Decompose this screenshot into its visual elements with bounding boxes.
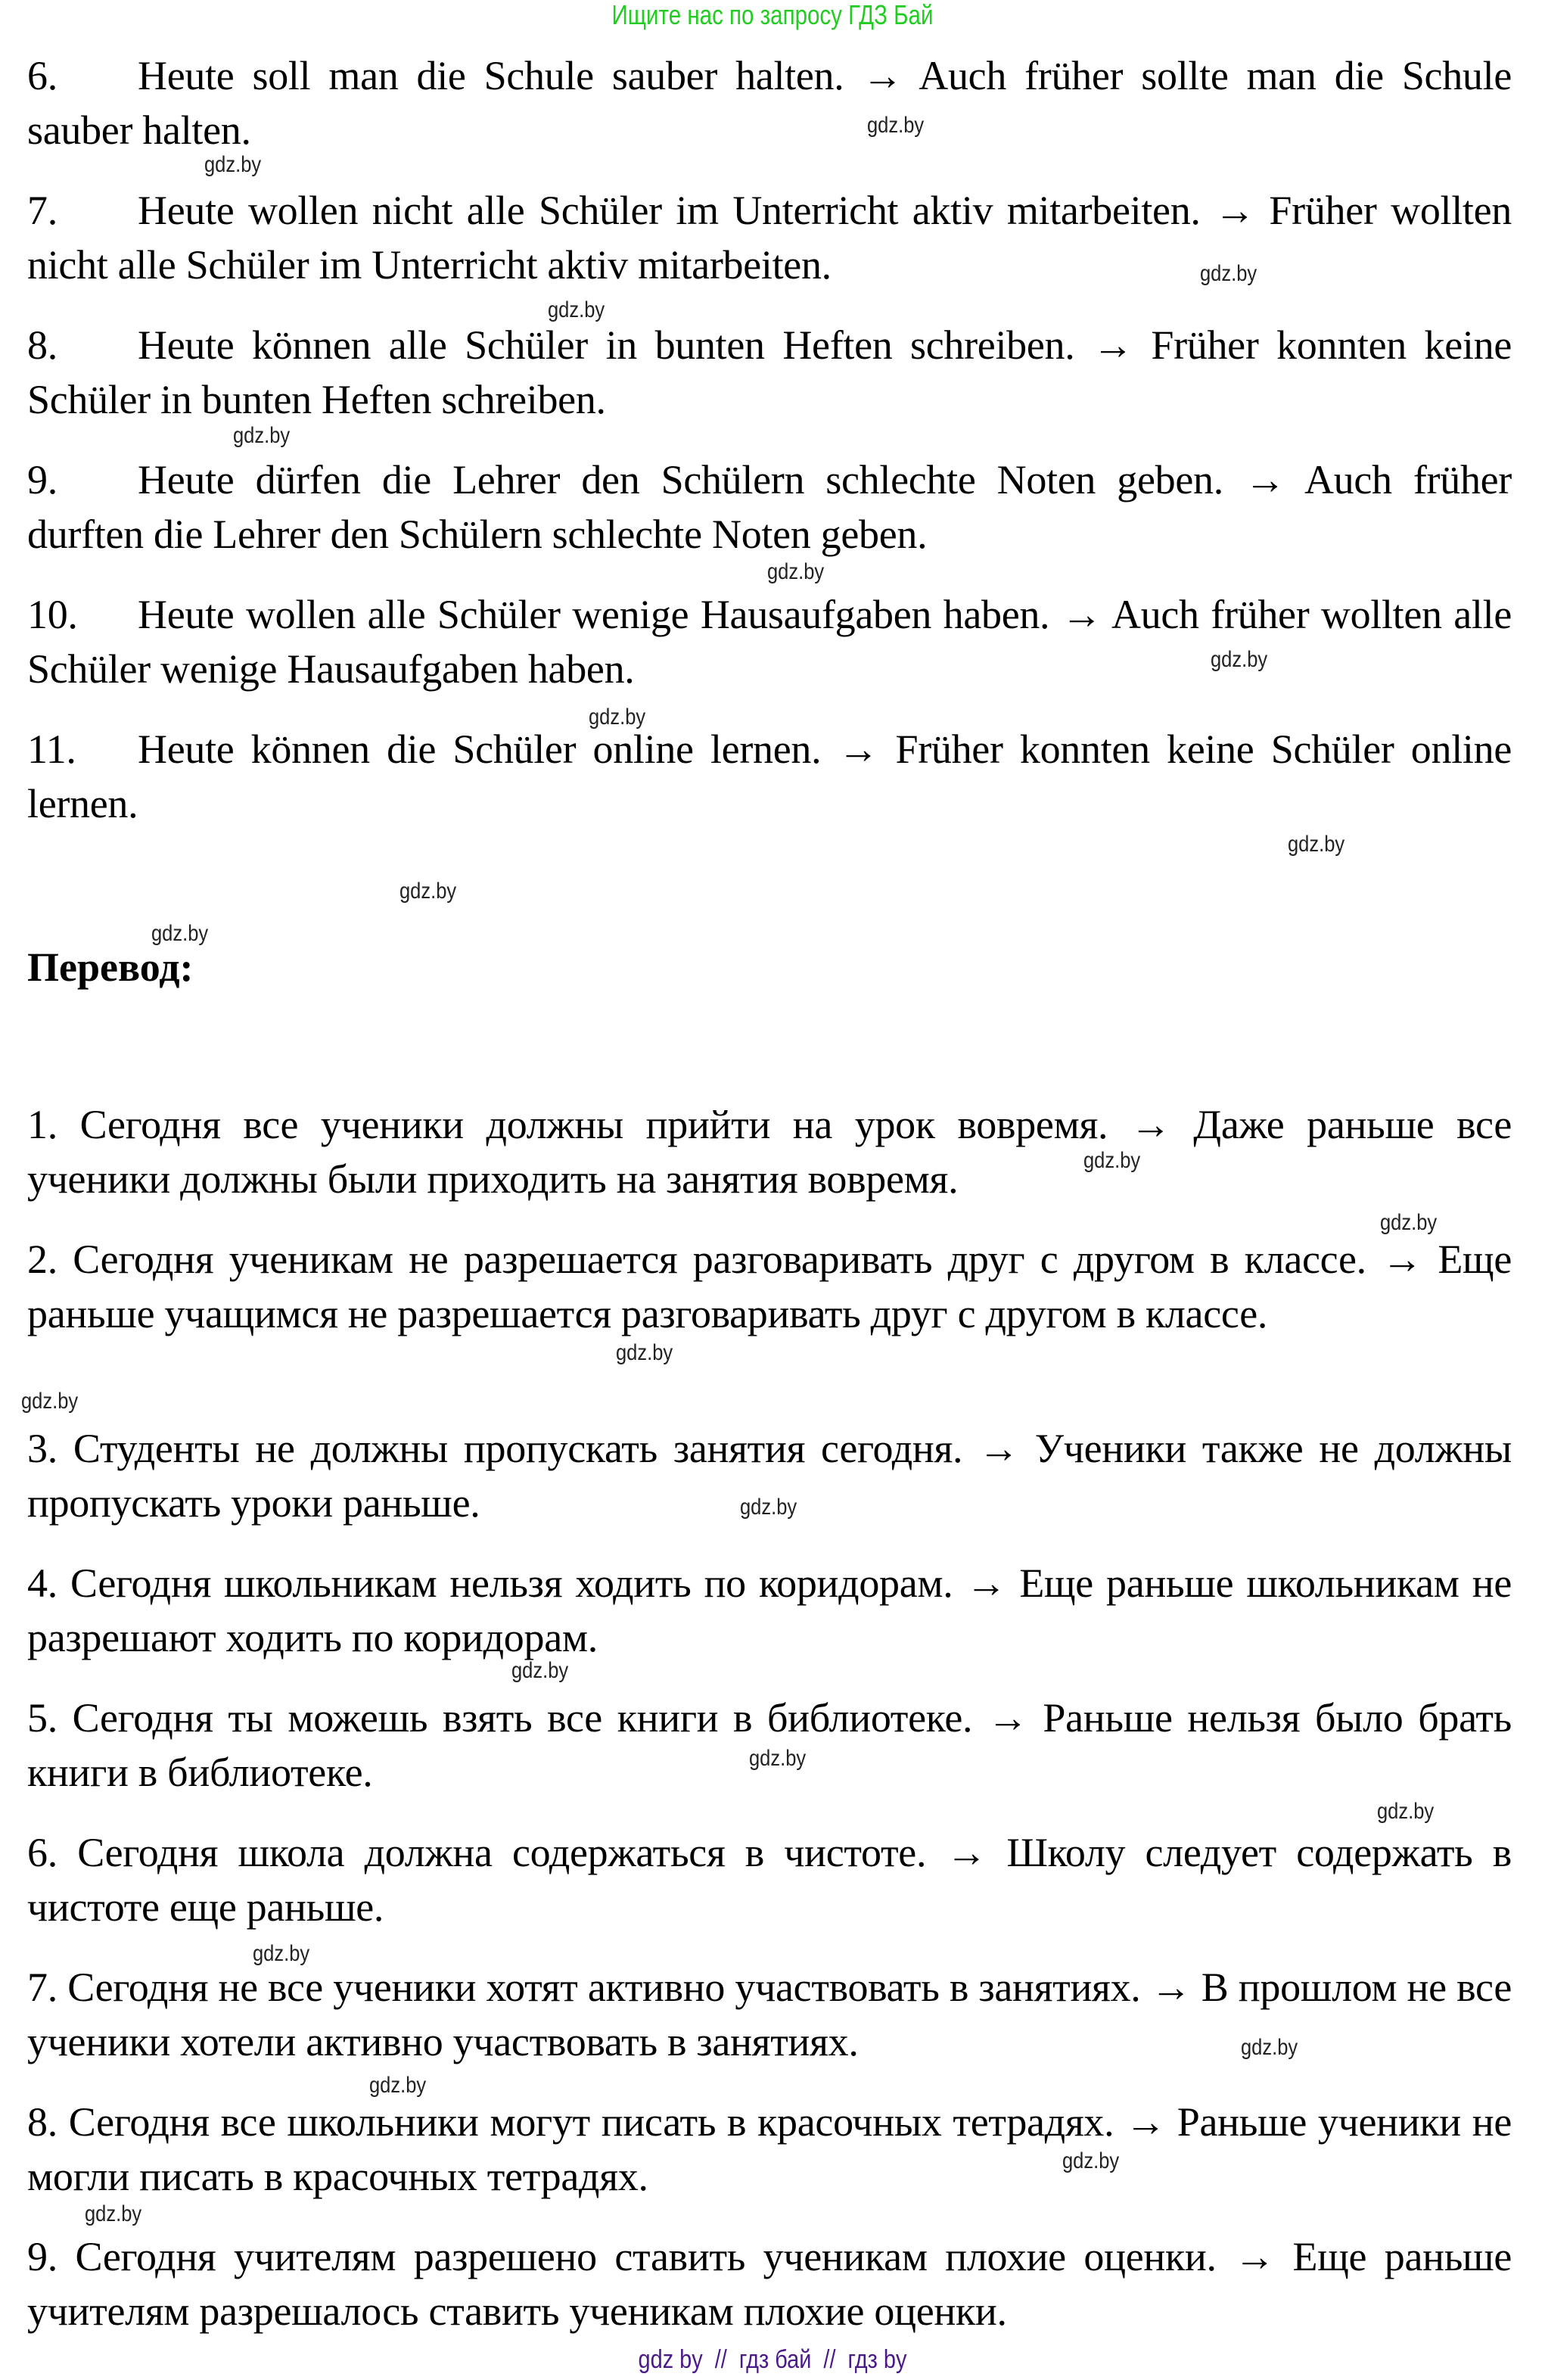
watermark: gdz.by <box>548 297 605 322</box>
item-text: Heute können die Schüler online lernen. → Früher konnten keine Schüler online lernen. <box>27 726 1512 826</box>
russian-item-2: 2. Сегодня ученикам не разрешается разговаривать друг с другом в классе. → Еще раньше учащимся не разрешается разговаривать друг с другом в классе. <box>27 1237 1512 1336</box>
watermark: gdz.by <box>1062 2148 1120 2173</box>
item-number: 10. <box>27 592 78 637</box>
watermark: gdz.by <box>21 1389 79 1414</box>
watermark: gdz.by <box>767 559 825 584</box>
watermark: gdz.by <box>1211 647 1268 672</box>
russian-item-8: 8. Сегодня все школьники могут писать в красочных тетрадях. → Раньше ученики не могли писать в красочных тетрадях. <box>27 2099 1512 2199</box>
russian-item-6: 6. Сегодня школа должна содержаться в чистоте. → Школу следует содержать в чистоте еще раньше. <box>27 1830 1512 1930</box>
watermark: gdz.by <box>1241 2035 1298 2060</box>
item-text: Heute wollen nicht alle Schüler im Unterricht aktiv mitarbeiten. → Früher wollten nicht alle Schüler im Unterricht aktiv mitarbeiten. <box>27 188 1512 288</box>
watermark: gdz.by <box>233 423 291 448</box>
item-text: Heute dürfen die Lehrer den Schülern schlechte Noten geben. → Auch früher durften die Lehrer den Schülern schlechte Noten geben. <box>27 457 1512 557</box>
watermark: gdz.by <box>616 1340 673 1365</box>
watermark: gdz.by <box>1083 1148 1141 1173</box>
watermark: gdz.by <box>1380 1210 1438 1235</box>
russian-item-5: 5. Сегодня ты можешь взять все книги в библиотеке. → Раньше нельзя было брать книги в библиотеке. <box>27 1695 1512 1795</box>
watermark: gdz.by <box>511 1658 569 1683</box>
german-item-9 <box>27 453 1512 562</box>
german-item-11 <box>27 722 1512 831</box>
german-item-10 <box>27 587 1512 696</box>
watermark: gdz.by <box>399 879 457 904</box>
german-item-7 <box>27 183 1512 292</box>
watermark: gdz.by <box>369 2073 427 2098</box>
watermark: gdz.by <box>749 1746 807 1771</box>
watermark: gdz.by <box>1288 832 1345 857</box>
watermark: gdz.by <box>151 921 209 946</box>
item-number: 9. <box>27 457 58 502</box>
item-number: 6. <box>27 53 58 98</box>
item-text: Heute wollen alle Schüler wenige Hausaufgaben haben. → Auch früher wollten alle Schüler wenige Hausaufgaben haben. <box>27 592 1512 692</box>
watermark: gdz.by <box>253 1941 310 1966</box>
russian-item-4: 4. Сегодня школьникам нельзя ходить по коридорам. → Еще раньше школьникам не разрешают ходить по коридорам. <box>27 1560 1512 1660</box>
item-text: Heute können alle Schüler in bunten Heften schreiben. → Früher konnten keine Schüler in bunten Heften schreiben. <box>27 322 1512 422</box>
russian-item-3: 3. Студенты не должны пропускать занятия сегодня. → Ученики также не должны пропускать уроки раньше. <box>27 1426 1512 1526</box>
german-item-8 <box>27 318 1512 427</box>
russian-item-1: 1. Сегодня все ученики должны прийти на урок вовремя. → Даже раньше все ученики должны были приходить на занятия вовремя. <box>27 1102 1512 1202</box>
item-number: 7. <box>27 188 58 233</box>
watermark: gdz.by <box>1200 261 1257 286</box>
german-item-6 <box>27 48 1512 157</box>
site-footer: gdz by // гдз бай // гдз by <box>638 2345 907 2374</box>
item-number: 8. <box>27 322 58 368</box>
watermark: gdz.by <box>85 2201 142 2226</box>
watermark: gdz.by <box>204 152 262 177</box>
item-number: 11. <box>27 726 76 772</box>
translation-heading: Перевод: <box>27 944 194 990</box>
item-text: Heute soll man die Schule sauber halten. → Auch früher sollte man die Schule sauber halten. <box>27 53 1512 153</box>
russian-item-7: 7. Сегодня не все ученики хотят активно участвовать в занятиях. → В прошлом не все ученики хотели активно участвовать в занятиях. <box>27 1965 1512 2064</box>
watermark: gdz.by <box>1377 1799 1435 1824</box>
watermark: gdz.by <box>740 1495 797 1520</box>
watermark: gdz.by <box>867 113 925 138</box>
watermark: gdz.by <box>589 705 646 730</box>
russian-item-9: 9. Сегодня учителям разрешено ставить ученикам плохие оценки. → Еще раньше учителям разрешалось ставить ученикам плохие оценки. <box>27 2234 1512 2334</box>
search-hint-banner: Ищите нас по запросу ГДЗ Бай <box>611 0 934 30</box>
